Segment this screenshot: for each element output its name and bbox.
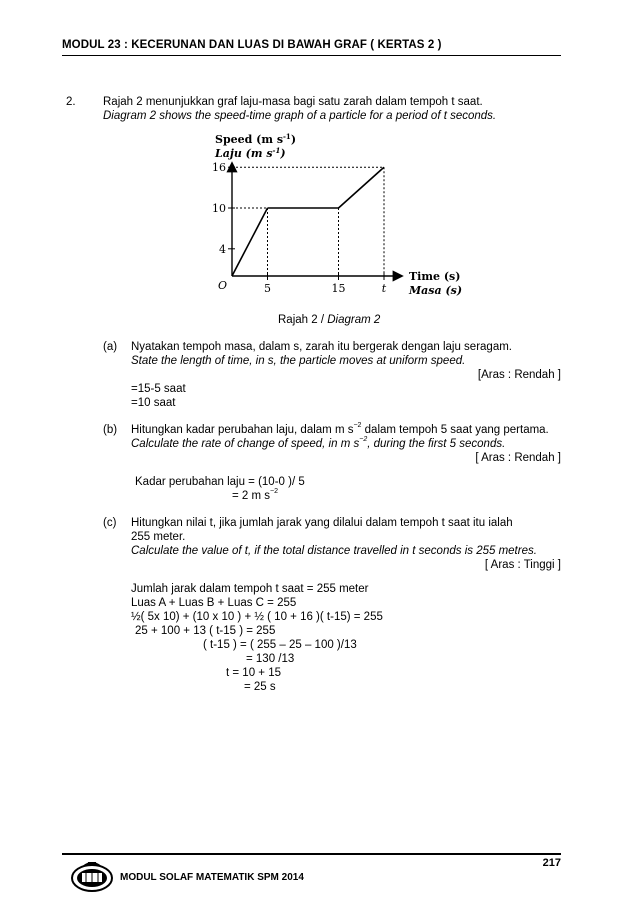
y-tick-label-16: 16 (212, 161, 226, 175)
speed-time-graph (205, 128, 465, 300)
chart-layer (212, 161, 387, 295)
part-a-text-ms: Nyatakan tempoh masa, dalam s, zarah itu bergerak dengan laju seragam. (131, 341, 512, 353)
caption-en: Diagram 2 (327, 314, 381, 326)
header-rule (62, 55, 561, 56)
part-b-text-ms: Hitungkan kadar perubahan laju, dalam m $s^{-2}$ dalam tempoh 5 saat yang pertama. (131, 422, 549, 436)
part-b-level: [ Aras : Rendah ] (475, 452, 561, 464)
x-axis-title-ms: Masa (s) (409, 284, 463, 297)
diagram-caption (278, 314, 380, 326)
x-tick-label-t: t (381, 282, 387, 295)
y-axis-title-ms: Laju (m $s^{-1}$) (215, 146, 286, 160)
part-c-text-en: Calculate the value of t, if the total distance travelled in t seconds is 255 metres. (131, 545, 537, 557)
origin-label: O (218, 279, 228, 292)
y-tick-label-4: 4 (219, 242, 226, 256)
part-a-text-en: State the length of time, in s, the particle moves at uniform speed. (131, 355, 466, 367)
speed-segment-3 (339, 167, 385, 208)
question-number: 2. (66, 96, 76, 108)
part-a-label: (a) (103, 341, 118, 353)
part-c-working-7: t = 10 + 15 (226, 667, 281, 679)
part-a-level: [Aras : Rendah ] (477, 369, 561, 381)
page-number: 217 (542, 857, 561, 869)
part-b-text-en: Calculate the rate of change of speed, in m $s^{-2}$, during the first 5 seconds. (131, 436, 506, 450)
part-c-level: [ Aras : Tinggi ] (484, 559, 561, 571)
x-tick-label-5: 5 (264, 282, 271, 295)
page-header-title: MODUL 23 : KECERUNAN DAN LUAS DI BAWAH GRAF ( KERTAS 2 ) (62, 39, 442, 51)
footer-rule (62, 853, 561, 855)
caption-ms: Rajah 2 / (278, 314, 328, 326)
y-axis-title-en: Speed (m $s^{-1}$) (215, 132, 297, 146)
part-c-working-5: ( t-15 ) = ( 255 – 25 – 100 )/13 (203, 639, 357, 651)
part-c-text-ms-2: 255 meter. (131, 531, 186, 543)
part-c-working-2: Luas A + Luas B + Luas C = 255 (131, 597, 297, 609)
speed-segment-1 (232, 208, 268, 276)
x-tick-label-15: 15 (331, 282, 346, 295)
x-axis-title-en: Time (s) (409, 270, 461, 283)
part-c-working-8: = 25 s (244, 681, 276, 693)
part-c-working-6: = 130 /13 (246, 653, 295, 665)
graph-svg (205, 128, 465, 300)
part-c-label: (c) (103, 517, 117, 529)
question-intro-ms: Rajah 2 menunjukkan graf laju-masa bagi satu zarah dalam tempoh t saat. (103, 96, 483, 108)
part-b-answer-2: = 2 m $s^{-2}$ (232, 488, 279, 502)
part-c-working-3: ½( 5x 10) + (10 x 10 ) + ½ ( 10 + 16 )( t-15) = 255 (131, 611, 383, 623)
part-b-label: (b) (103, 424, 118, 436)
question-intro-en: Diagram 2 shows the speed-time graph of a particle for a period of t seconds. (103, 110, 497, 122)
ministry-crest-logo (70, 858, 114, 894)
footer-text: MODUL SOLAF MATEMATIK SPM 2014 (120, 872, 304, 883)
part-c-working-4: 25 + 100 + 13 ( t-15 ) = 255 (135, 625, 276, 637)
part-c-text-ms-1: Hitungkan nilai t, jika jumlah jarak yang dilalui dalam tempoh t saat itu ialah (131, 517, 513, 529)
part-c-working-1: Jumlah jarak dalam tempoh t saat = 255 meter (131, 583, 369, 595)
y-tick-label-10: 10 (212, 202, 226, 215)
part-a-answer-1: =15-5 saat (131, 383, 186, 395)
part-a-answer-2: =10 saat (131, 397, 176, 409)
part-b-answer-1: Kadar perubahan laju = (10-0 )/ 5 (135, 476, 305, 488)
